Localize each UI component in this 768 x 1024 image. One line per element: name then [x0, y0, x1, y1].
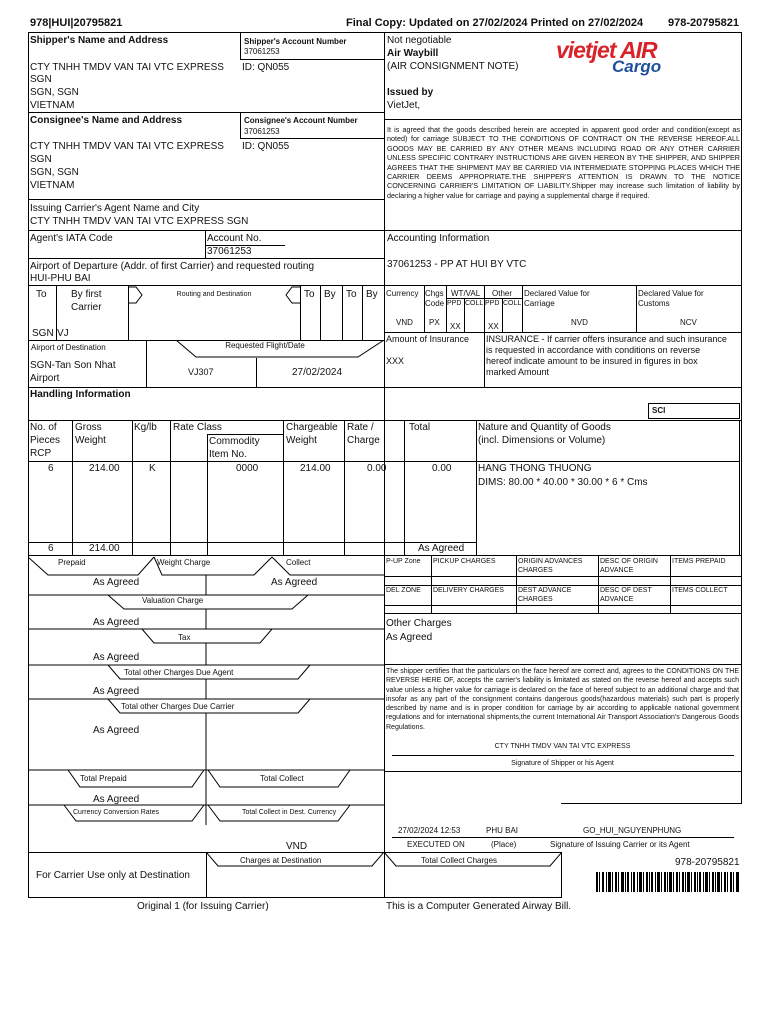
awb-title: Air Waybill [387, 48, 439, 59]
divider [636, 285, 637, 332]
consignee-line-3: SGN, SGN [30, 167, 79, 178]
header-reference: 978|HUI|20795821 [30, 17, 123, 29]
row-total: 0.00 [432, 463, 452, 474]
dest-adv-2: CHARGES [518, 596, 553, 603]
divider [384, 664, 741, 665]
accounting-value: 37061253 - PP AT HUI BY VTC [387, 259, 527, 270]
total-pieces: 6 [48, 543, 54, 554]
divider [207, 434, 283, 435]
departure-value: HUI-PHU BAI [30, 273, 91, 284]
conditions-text: It is agreed that the goods described herein are accepted in apparent good order and condition(except as noted) for carriage SUBJECT TO THE CONDITIONS OF CONTRACT ON THE REVERSE HEREOF.ALL GOODS MAY BE CARRIED BY ANY OTHER MEANS INCLUDING ROAD OR ANY OTHER CARRIER UNLESS SPECIFIC CONTRARY INSTRUCTIONS ARE GIVEN HEREON BY THE SHIPPER, AND SHIPPER AGREES THAT THE SHIPMENT MAY BE CARRIED VIA INTERMEDIATE STOPPING PLACES WHICH THE CARRIER DEEMS APPROPRIATE.THE SHIPPER'S ATTENTION IS DRAWN TO THE NOTICE CONCERNING CARRIER'S LIMITATION OF LIABILITY.Shipper may increase such limitation of liability by declaring a higher value for carriage and paying a supplemental charge if required. [387, 125, 740, 200]
origin-adv-2: CHARGES [518, 567, 553, 574]
total-hdr: Total [409, 422, 431, 433]
other-carrier-value: As Agreed [93, 725, 140, 736]
row-nature-2: DIMS: 80.00 * 40.00 * 30.00 * 6 * Cms [478, 477, 648, 488]
grand-total: As Agreed [418, 543, 465, 554]
items-prepaid: ITEMS PREPAID [672, 558, 726, 565]
other-charges-label: Other Charges [386, 618, 452, 629]
pickup-charges: PICKUP CHARGES [433, 558, 496, 565]
items-collect: ITEMS COLLECT [672, 587, 728, 594]
issuing-agent-label: Issuing Carrier's Agent Name and City [30, 203, 200, 214]
consignee-line-2: SGN [30, 154, 52, 165]
valuation-label: Valuation Charge [142, 596, 204, 605]
footer-original: Original 1 (for Issuing Carrier) [137, 901, 269, 912]
divider [384, 585, 741, 586]
divider [28, 199, 384, 200]
shipper-account-label: Shipper's Account Number [244, 37, 347, 46]
divider [384, 576, 741, 577]
divider [384, 771, 741, 772]
account-no-label: Account No. [207, 233, 262, 244]
dest-charges-label: Charges at Destination [240, 856, 322, 865]
coll2-label: COLL [503, 300, 522, 307]
vietjet-logo [556, 37, 688, 79]
routing-by3: By [366, 289, 378, 300]
routing-to-value: SGN [32, 328, 54, 339]
consignee-label: Consignee's Name and Address [30, 115, 183, 126]
gross-hdr-1: Gross [75, 422, 102, 433]
code-label: Code [425, 299, 445, 308]
currency-label: Currency [386, 289, 419, 298]
divider [561, 852, 562, 898]
carrier-use-label: For Carrier Use only at Destination [36, 870, 190, 881]
frame-top [28, 32, 742, 33]
total-gross: 214.00 [89, 543, 120, 554]
destination-value-l2: Airport [30, 373, 60, 384]
other-agent-label: Total other Charges Due Agent [124, 668, 234, 677]
divider [320, 285, 321, 340]
nature-hdr-2: (incl. Dimensions or Volume) [478, 435, 606, 446]
divider [72, 420, 73, 555]
divider [207, 434, 208, 555]
accounting-label: Accounting Information [387, 233, 490, 244]
desc-origin-1: DESC OF ORIGIN [600, 558, 658, 565]
row-gross: 214.00 [89, 463, 120, 474]
divider [170, 420, 171, 555]
nvd-value: NVD [571, 318, 588, 327]
frame-right [741, 32, 742, 804]
shipper-signature-label: Signature of Shipper or his Agent [511, 760, 614, 767]
divider [28, 420, 741, 421]
by-first-label: By first [71, 289, 102, 300]
chargeable-hdr-2: Weight [286, 435, 317, 446]
divider [344, 420, 345, 555]
other-carrier-label: Total other Charges Due Carrier [121, 702, 235, 711]
shipper-line-3: SGN, SGN [30, 87, 79, 98]
chgs-label: Chgs [425, 289, 444, 298]
rate-hdr-2: Charge [347, 435, 380, 446]
wt-coll-value: XX [450, 322, 461, 331]
divider [384, 613, 741, 614]
departure-label: Airport of Departure (Addr. of first Carrier) and requested routing [30, 261, 315, 272]
shipper-id: ID: QN055 [242, 62, 290, 73]
weight-charge-label: Weight Charge [157, 558, 211, 567]
nature-hdr-1: Nature and Quantity of Goods [478, 422, 611, 433]
header-copy-status: Final Copy: Updated on 27/02/2024 Printed on 27/02/2024 [346, 17, 644, 29]
total-collect-label: Total Collect [260, 774, 304, 783]
conversion-rates-label: Currency Conversion Rates [73, 809, 159, 816]
dv-carriage-l1: Declared Value for [524, 289, 590, 298]
carrier-label: Carrier [71, 302, 102, 313]
shipper-line-2: SGN [30, 74, 52, 85]
insurance-value: XXX [386, 356, 405, 366]
kglb-hdr: Kg/lb [134, 422, 157, 433]
divider [522, 285, 523, 332]
sci-value: SCI [652, 406, 666, 415]
logo-brand: vietjet AIR [556, 37, 657, 63]
dv-customs-l2: Customs [638, 299, 670, 308]
shipper-name-signature: CTY TNHH TMDV VAN TAI VTC EXPRESS [494, 743, 631, 750]
destination-label: Airport of Destination [31, 343, 106, 352]
chargeable-hdr-1: Chargeable [286, 422, 338, 433]
pieces-hdr-2: Pieces [30, 435, 61, 446]
place-label: (Place) [491, 840, 517, 849]
desc-dest-2: ADVANCE [600, 596, 634, 603]
row-nature-1: HANG THONG THUONG [478, 463, 592, 474]
account-no-value: 37061253 [207, 246, 252, 257]
pieces-hdr-3: RCP [30, 448, 52, 459]
weight-prepaid-value: As Agreed [93, 577, 140, 588]
shipper-account-value: 37061253 [244, 47, 280, 56]
row-chargeable: 214.00 [300, 463, 331, 474]
divider [28, 897, 562, 898]
prepaid-label: Prepaid [58, 558, 86, 567]
total-prepaid-value: As Agreed [93, 794, 140, 805]
rate-class-hdr: Rate Class [173, 422, 222, 433]
header-awb-number: 978-20795821 [668, 17, 739, 29]
commodity-hdr-2: Item No. [209, 449, 247, 460]
routing-by2: By [324, 289, 336, 300]
desc-origin-2: ADVANCE [600, 567, 634, 574]
row-rate: 0.00 [367, 463, 387, 474]
code-value: PX [429, 318, 440, 327]
valuation-value: As Agreed [93, 617, 140, 628]
certification-text: The shipper certifies that the particulars on the face hereof are correct and, agrees to the CONDITIONS ON THE REVERSE HERE OF, accepts the carrier's liability is limitated as stated on the reverse hereof and accepts such value unless a higher value for carriage is declared on the face of hereof subject to an additional charge and that insofar as any part of the consignment contains dangerous goods(hazardous materials) such part is properly described by name and is in proper condition for carriage by air according to applicable national government regulations and for international shipments,the current International Air Transport Association's Dangerous Goods Regulations. [386, 668, 739, 731]
ppd2-label: PPD [485, 300, 500, 307]
divider [132, 420, 133, 555]
ppd1-label: PPD [447, 300, 462, 307]
pup-zone: P-UP Zone [386, 558, 421, 565]
gross-hdr-2: Weight [75, 435, 106, 446]
routing-dest-label: Routing and Destination [176, 291, 252, 298]
divider [446, 285, 447, 332]
total-collect-charges-label: Total Collect Charges [421, 856, 498, 865]
delivery-charges: DELIVERY CHARGES [433, 587, 504, 594]
consignee-id: ID: QN055 [242, 141, 290, 152]
consignee-account-value: 37061253 [244, 127, 280, 136]
divider [484, 332, 485, 387]
ncv-value: NCV [680, 318, 697, 327]
issuing-agent-value: CTY TNHH TMDV VAN TAI VTC EXPRESS SGN [30, 216, 249, 227]
execution-agent: GO_HUI_NGUYENPHUNG [583, 826, 682, 835]
divider [28, 461, 739, 462]
other-coll-value: XX [488, 322, 499, 331]
divider [384, 332, 741, 333]
agent-iata-label: Agent's IATA Code [30, 233, 113, 244]
divider [392, 837, 734, 838]
other-agent-value: As Agreed [93, 686, 140, 697]
insurance-note-2: is requested in accordance with conditions on reverse [486, 345, 701, 355]
insurance-note-4: marked Amount [486, 367, 550, 377]
dest-adv-1: DEST ADVANCE [518, 587, 572, 594]
consignee-line-4: VIETNAM [30, 180, 75, 191]
routing-to-label: To [36, 289, 47, 300]
routing-to3: To [346, 289, 357, 300]
shipper-line-1: CTY TNHH TMDV VAN TAI VTC EXPRESS [30, 62, 224, 73]
divider [384, 605, 741, 606]
dest-currency-value: VND [286, 841, 308, 852]
flight-label: Requested Flight/Date [225, 341, 305, 350]
divider [404, 420, 405, 555]
destination-value-l1: SGN-Tan Son Nhat [30, 360, 116, 371]
dv-carriage-l2: Carriage [524, 299, 555, 308]
routing-arrow-frame [128, 285, 300, 305]
tax-value: As Agreed [93, 652, 140, 663]
row-pieces: 6 [48, 463, 54, 474]
barcode-number: 978-20795821 [675, 857, 740, 868]
dv-customs-l1: Declared Value for [638, 289, 704, 298]
divider [28, 258, 384, 259]
execution-datetime: 27/02/2024 12:53 [398, 826, 461, 835]
charges-arrow-frames [28, 555, 384, 825]
routing-carrier-value: VJ [57, 328, 69, 339]
executed-on-label: EXECUTED ON [407, 840, 465, 849]
routing-to2: To [304, 289, 315, 300]
pieces-hdr-1: No. of [30, 422, 57, 433]
divider [256, 358, 257, 387]
barcode-icon [596, 872, 740, 892]
consignee-line-1: CTY TNHH TMDV VAN TAI VTC EXPRESS [30, 141, 224, 152]
divider [205, 230, 206, 258]
divider [384, 119, 741, 120]
shipper-label: Shipper's Name and Address [30, 35, 169, 46]
divider [28, 230, 741, 231]
divider [206, 852, 207, 898]
execution-place: PHU BAI [486, 826, 519, 835]
consignee-account-label: Consignee's Account Number [244, 116, 358, 125]
currency-value: VND [396, 318, 413, 327]
dest-currency-label: Total Collect in Dest. Currency [242, 809, 337, 816]
issued-by-label: Issued by [387, 87, 434, 98]
shipper-line-4: VIETNAM [30, 100, 75, 111]
wtval-label: WT/VAL [451, 289, 481, 298]
del-zone: DEL ZONE [386, 587, 421, 594]
divider [342, 285, 343, 340]
divider [392, 755, 734, 756]
footer-computer-generated: This is a Computer Generated Airway Bill. [386, 901, 572, 912]
desc-dest-1: DESC OF DEST [600, 587, 652, 594]
total-prepaid-label: Total Prepaid [80, 774, 127, 783]
row-kglb: K [149, 463, 156, 474]
divider [739, 420, 740, 555]
insurance-note-3: hereof indicate amount to be insured in figures in box [486, 356, 698, 366]
divider [362, 285, 363, 340]
signature-carrier-label: Signature of Issuing Carrier or its Agent [550, 840, 690, 849]
awb-subtitle: (AIR CONSIGNMENT NOTE) [387, 61, 519, 72]
not-negotiable: Not negotiable [387, 35, 452, 46]
row-commodity: 0000 [236, 463, 259, 474]
handling-label: Handling Information [30, 389, 131, 400]
other-charges-value: As Agreed [386, 632, 433, 643]
rate-hdr-1: Rate / [347, 422, 374, 433]
divider [300, 285, 301, 340]
issued-by-value: VietJet, [387, 100, 421, 111]
insurance-note-1: INSURANCE - If carrier offers insurance and such insurance [486, 334, 727, 344]
origin-adv-1: ORIGIN ADVANCES [518, 558, 583, 565]
flight-number: VJ307 [188, 367, 214, 377]
divider [561, 803, 742, 804]
other-label: Other [492, 289, 513, 298]
tax-label: Tax [178, 633, 191, 642]
logo-sub: Cargo [612, 57, 662, 76]
divider [283, 420, 284, 555]
divider [476, 420, 477, 555]
insurance-label: Amount of Insurance [386, 334, 470, 344]
coll1-label: COLL [465, 300, 484, 307]
divider [484, 285, 485, 332]
commodity-hdr-1: Commodity [209, 436, 260, 447]
collect-label: Collect [286, 558, 311, 567]
divider [28, 387, 741, 388]
flight-date: 27/02/2024 [292, 367, 343, 378]
weight-collect-value: As Agreed [271, 577, 318, 588]
